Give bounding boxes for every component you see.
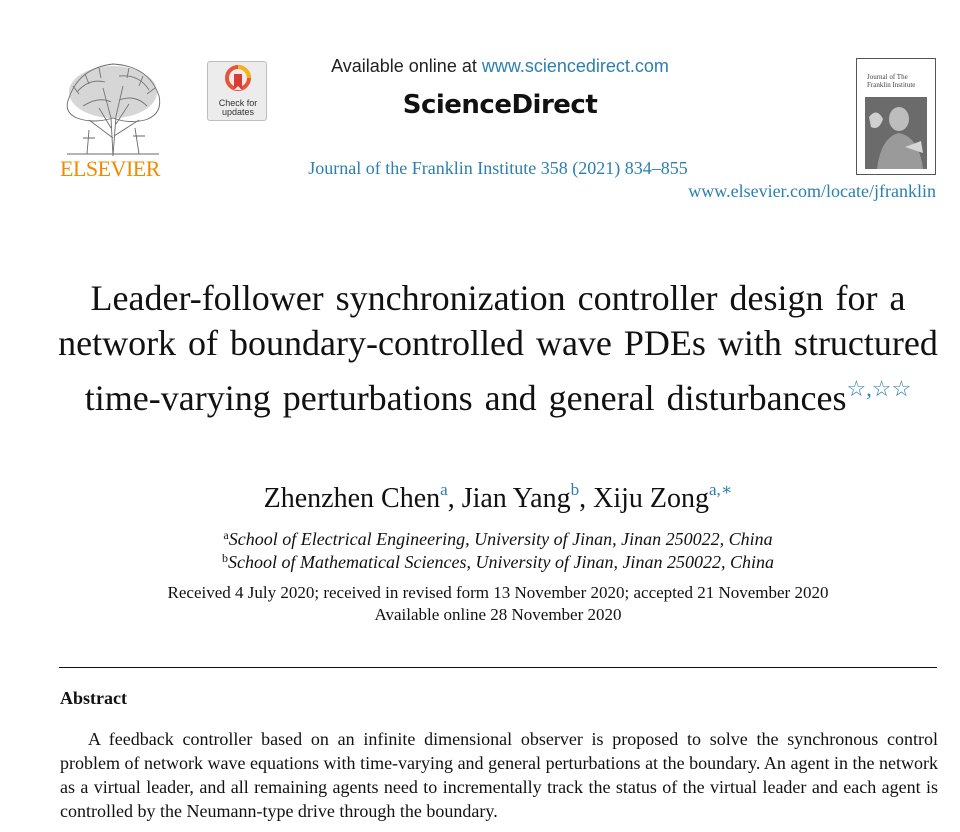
sciencedirect-link[interactable]: www.sciencedirect.com [481, 56, 669, 76]
author-name[interactable]: Zhenzhen Chen [263, 483, 441, 514]
author-affiliation-mark[interactable]: a,∗ [709, 480, 733, 499]
journal-homepage-link[interactable]: www.elsevier.com/locate/jfranklin [688, 181, 936, 201]
affiliation-mark: b [222, 551, 229, 565]
elsevier-wordmark: ELSEVIER [60, 156, 160, 181]
abstract-text: A feedback controller based on an infinite dimensional observer is proposed to solve the synchronous control problem of network wave equations with time-varying and general perturbations at the boundary. An agent in the network as a virtual leader, and all remaining agents need to incrementally track the status of the virtual leader and each agent is controlled by the Neumann-type drive through the boundary. [60, 729, 938, 821]
affiliation-text: School of Electrical Engineering, University of Jinan, Jinan 250022, China [228, 529, 773, 549]
divider [59, 667, 937, 668]
available-prefix: Available online at [331, 56, 477, 76]
author-affiliation-mark[interactable]: a [440, 480, 448, 499]
check-updates-icon [225, 65, 251, 97]
title-footnote-stars[interactable]: ☆,☆☆ [846, 376, 912, 401]
elsevier-tree-logo [59, 58, 167, 158]
check-updates-label: Check for updates [218, 98, 258, 117]
cover-portrait-image [865, 97, 927, 169]
author-affiliation-mark[interactable]: b [570, 480, 580, 499]
article-title-text: Leader-follower synchronization controller design for a network of boundary-controlled wave PDEs with structured time-varying perturbations and general disturbances [58, 278, 938, 418]
affiliation [40, 551, 956, 573]
abstract-heading: Abstract [60, 688, 127, 708]
affiliation [40, 528, 956, 550]
cover-title: Journal of The Franklin Institute [867, 73, 916, 89]
journal-citation-link[interactable]: Journal of the Franklin Institute 358 (2021) 834–855 [308, 158, 688, 178]
affiliation-text: School of Mathematical Sciences, University of Jinan, Jinan 250022, China [228, 552, 774, 572]
author-name[interactable]: Jian Yang [461, 483, 571, 514]
author-name[interactable]: Xiju Zong [593, 483, 709, 514]
journal-cover-thumbnail[interactable] [856, 58, 936, 175]
article-history: Received 4 July 2020; received in revised form 13 November 2020; accepted 21 November 2020 [167, 583, 829, 602]
available-online-date: Available online 28 November 2020 [374, 605, 622, 624]
article-title [40, 276, 956, 421]
affiliation-mark: a [223, 528, 229, 542]
author-list: Zhenzhen Chen$^a$, Jian Yang$^b$, Xiju Zong$^{a,∗}$ [263, 480, 733, 514]
check-for-updates-button[interactable] [207, 61, 267, 121]
available-online-line [290, 56, 710, 77]
sciencedirect-logo: ScienceDirect [402, 90, 598, 120]
